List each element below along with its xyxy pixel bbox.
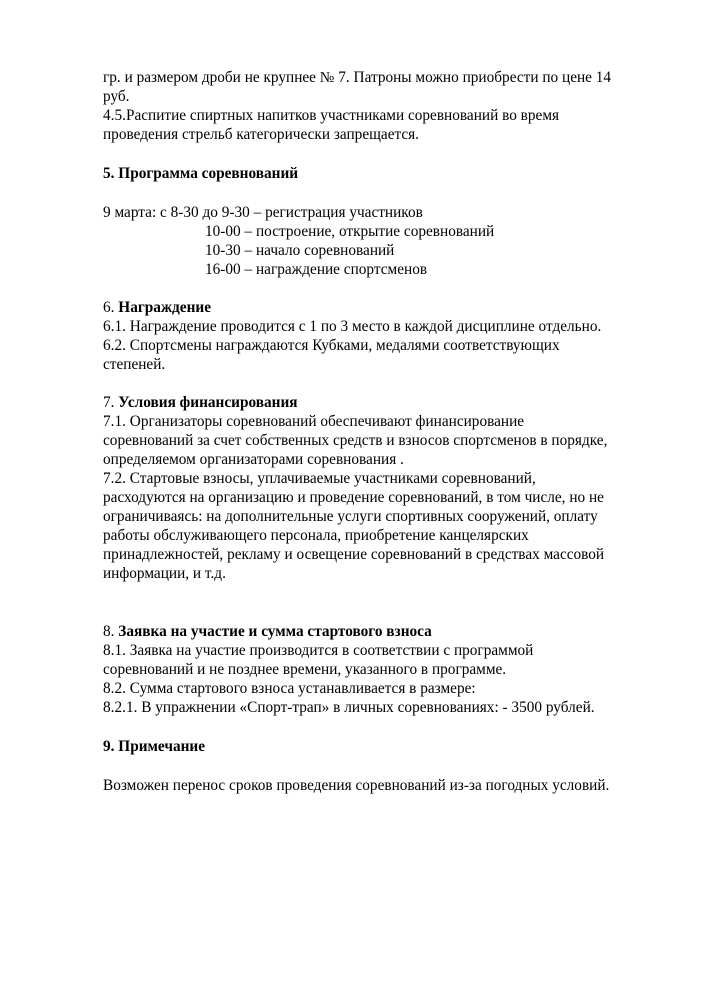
- section-heading: [103, 298, 211, 317]
- text-line: степеней.: [103, 356, 166, 373]
- text-line: руб.: [103, 88, 130, 105]
- section-title: Заявка на участие и сумма стартового взноса: [118, 623, 432, 640]
- section-title: Условия финансирования: [118, 394, 298, 411]
- text-line: 8.1. Заявка на участие производится в соответствии с программой: [103, 642, 534, 659]
- text-line: определяемом организаторами соревнования .: [103, 451, 404, 468]
- program-line: 9 марта: с 8-30 до 9-30 – регистрация участников: [103, 204, 423, 221]
- text-line: ограничиваясь: на дополнительные услуги спортивных сооружений, оплату: [103, 508, 598, 525]
- text-line: проведения стрельб категорически запрещается.: [103, 126, 419, 143]
- text-line: принадлежностей, рекламу и освещение соревнований в средствах массовой: [103, 546, 605, 563]
- section-number: 8.: [103, 623, 119, 640]
- text-line: работы обслуживающего персонала, приобретение канцелярских: [103, 527, 529, 544]
- text-line: Возможен перенос сроков проведения соревнований из-за погодных условий.: [103, 777, 610, 794]
- text-line: 8.2.1. В упражнении «Спорт-трап» в личных соревнованиях: - 3500 рублей.: [103, 699, 595, 716]
- text-line: гр. и размером дроби не крупнее № 7. Патроны можно приобрести по цене 14: [103, 69, 612, 86]
- section-heading: [103, 622, 432, 641]
- text-line: 7.1. Организаторы соревнований обеспечивают финансирование: [103, 413, 525, 430]
- text-line: 6.1. Награждение проводится с 1 по 3 место в каждой дисциплине отдельно.: [103, 318, 602, 335]
- program-line: 10-00 – построение, открытие соревнований: [205, 223, 495, 240]
- section-title: Награждение: [118, 299, 211, 316]
- text-line: 7.2. Стартовые взносы, уплачиваемые участниками соревнований,: [103, 470, 536, 487]
- section-number: 6.: [103, 299, 119, 316]
- text-line: 6.2. Спортсмены награждаются Кубками, медалями соответствующих: [103, 337, 560, 354]
- text-line: соревнований за счет собственных средств и взносов спортсменов в порядке,: [103, 432, 608, 449]
- text-line: расходуются на организацию и проведение соревнований, в том числе, но не: [103, 489, 604, 506]
- section-number: 7.: [103, 394, 119, 411]
- section-heading: 5. Программа соревнований: [103, 165, 299, 182]
- section-heading: 9. Примечание: [103, 738, 206, 755]
- text-line: 8.2. Сумма стартового взноса устанавливается в размере:: [103, 680, 476, 697]
- text-line: соревнований и не позднее времени, указанного в программе.: [103, 661, 507, 678]
- program-line: 16-00 – награждение спортсменов: [205, 261, 428, 278]
- text-line: информации, и т.д.: [103, 565, 226, 582]
- program-line: 10-30 – начало соревнований: [205, 242, 395, 259]
- text-line: 4.5.Распитие спиртных напитков участниками соревнований во время: [103, 107, 560, 124]
- section-heading: [103, 393, 298, 412]
